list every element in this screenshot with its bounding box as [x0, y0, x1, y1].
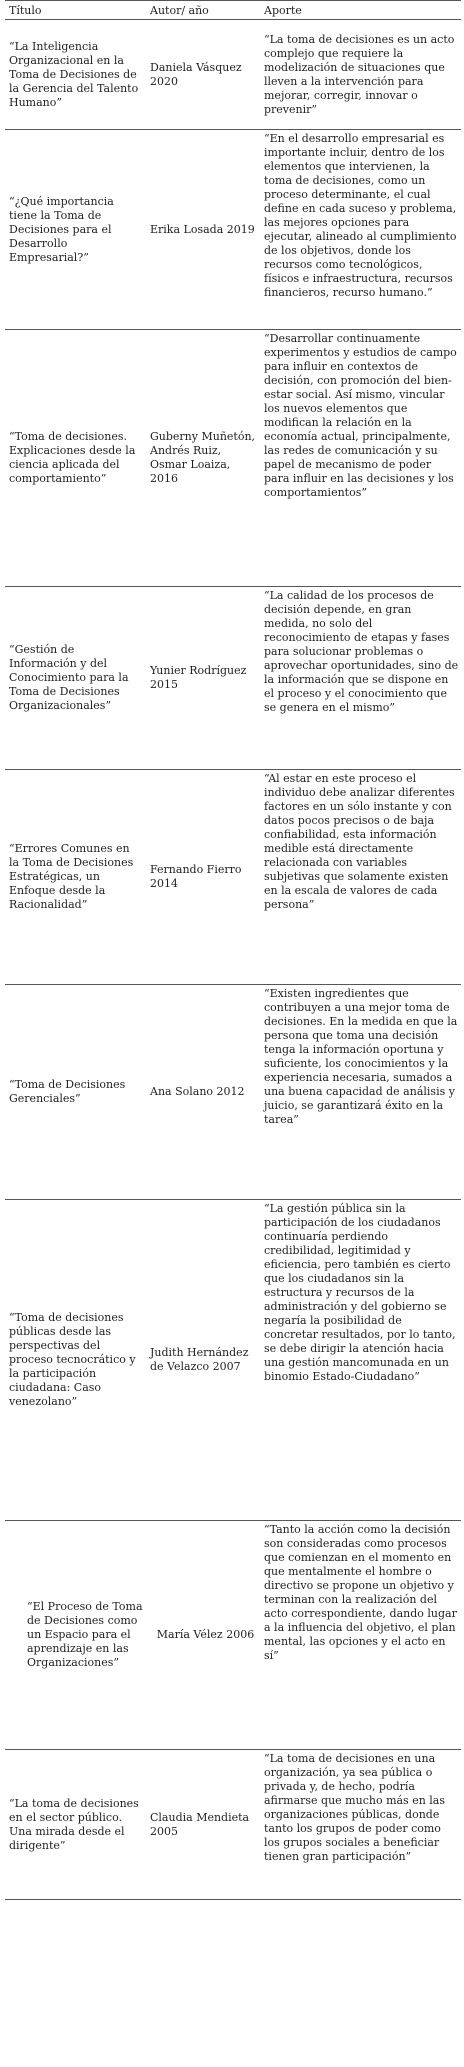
row-author-year: Yunier Rodríguez 2015: [150, 664, 247, 691]
table-row: [5, 985, 461, 1200]
row-contribution: “Existen ingredientes que contribuyen a una mejor toma de decisiones. En la medida en que la persona que toma una decisión tenga la información oportuna y suficiente, los conocimientos y la experiencia necesaria, sumados a una buena capacidad de análisis y juicio, se garantizará éxito en la tarea”: [264, 987, 458, 1126]
row-title: “El Proceso de Toma de Decisiones como un Espacio para el aprendizaje en las Organizaciones”: [27, 1600, 143, 1669]
table-row: [5, 1750, 461, 1900]
table-row: [5, 1200, 461, 1521]
table-row: [5, 130, 461, 330]
row-title: “La toma de decisiones en el sector público. Una mirada desde el dirigente”: [9, 1796, 139, 1852]
table-row: [5, 330, 461, 587]
row-contribution: “En el desarrollo empresarial es importante incluir, dentro de los elementos que intervienen, la toma de decisiones, como un proceso determinante, el cual define en cada suceso y problema, las mejores opciones para ejecutar, alineado al cumplimiento de los objetivos, donde los recursos como tecnológicos, físicos e infraestructura, recursos financieros, recurso humano.”: [264, 132, 457, 299]
row-contribution: “Al estar en este proceso el individuo debe analizar diferentes factores en un sólo instante y con datos pocos precisos o de baja confiabilidad, esta información medible está directamente relacionada con variables subjetivas que solamente existen en la escala de valores de cada persona”: [264, 772, 455, 911]
row-title: “La Inteligencia Organizacional en la Toma de Decisiones de la Gerencia del Talento Humano”: [9, 39, 139, 109]
literature-review-table: [5, 0, 461, 1900]
row-contribution: “Desarrollar continuamente experimentos y estudios de campo para influir en contextos de decisión, con promoción del bien-estar social. Así mismo, vincular los nuevos elementos que modifican la relación en la economía actual, principalmente, las redes de comunicación y su papel de mecanismo de poder para influir en las decisiones y los comportamientos”: [264, 332, 457, 499]
table-row: [5, 770, 461, 985]
header-author-year: Autor/ año: [150, 4, 209, 17]
table-row: [5, 1521, 461, 1750]
row-author-year: Erika Losada 2019: [150, 222, 255, 236]
row-contribution: “La toma de decisiones es un acto complejo que requiere la modelización de situaciones que lleven a la intervención para mejorar, corregir, innovar o prevenir”: [264, 32, 455, 116]
row-author-year: Fernando Fierro 2014: [150, 863, 242, 890]
row-author-year: Ana Solano 2012: [150, 1085, 245, 1098]
row-contribution: “La calidad de los procesos de decisión depende, en gran medida, no solo del reconocimiento de etapas y fases para solucionar problemas o aprovechar oportunidades, sino de la información que se dispone en el proceso y el conocimiento que se genera en el mismo”: [264, 589, 459, 714]
row-title: “¿Qué importancia tiene la Toma de Decisiones para el Desarrollo Empresarial?”: [9, 194, 114, 264]
table-header-row: [5, 0, 461, 20]
row-author-year: María Vélez 2006: [156, 1628, 255, 1641]
table-row: [5, 20, 461, 130]
table-row: [5, 587, 461, 770]
row-title: “Toma de decisiones públicas desde las perspectivas del proceso tecnocrático y la participación ciudadana: Caso venezolano”: [9, 1311, 136, 1408]
row-contribution: “La gestión pública sin la participación de los ciudadanos continuaría perdiendo credibilidad, legitimidad y eficiencia, pero también es cierto que los ciudadanos sin la estructura y recursos de la administración y del gobierno se negaría la posibilidad de concretar resultados, por lo tanto, se debe dirigir la atención hacia una gestión mancomunada en un binomio Estado-Ciudadano”: [264, 1202, 456, 1383]
row-title: “Toma de decisiones. Explicaciones desde la ciencia aplicada del comportamiento”: [9, 430, 136, 485]
row-author-year: Guberny Muñetón, Andrés Ruiz, Osmar Loaiza, 2016: [150, 430, 256, 485]
row-title: “Toma de Decisiones Gerenciales”: [9, 1078, 126, 1105]
row-author-year: Claudia Mendieta 2005: [150, 1810, 250, 1838]
row-author-year: Daniela Vásquez 2020: [150, 60, 242, 88]
row-title: “Gestión de Información y del Conocimiento para la Toma de Decisiones Organizacionales”: [9, 643, 129, 712]
row-title: “Errores Comunes en la Toma de Decisiones Estratégicas, un Enfoque desde la Racionalidad”: [9, 842, 134, 911]
row-author-year: Judith Hernández de Velazco 2007: [150, 1346, 249, 1373]
row-contribution: “Tanto la acción como la decisión son consideradas como procesos que comienzan en el momento en que mentalmente el hombre o directivo se propone un objetivo y terminan con la realización del acto correspondiente, dando lugar a la influencia del objetivo, el plan mental, las opciones y el acto en sí”: [264, 1523, 457, 1662]
header-contribution: Aporte: [264, 4, 302, 17]
header-title: Título: [9, 4, 42, 17]
row-contribution: “La toma de decisiones en una organización, ya sea pública o privada y, de hecho, podría afirmarse que mucho más en las organizaciones públicas, donde tanto los grupos de poder como los grupos sociales a beneficiar tienen gran participación”: [264, 1752, 446, 1863]
